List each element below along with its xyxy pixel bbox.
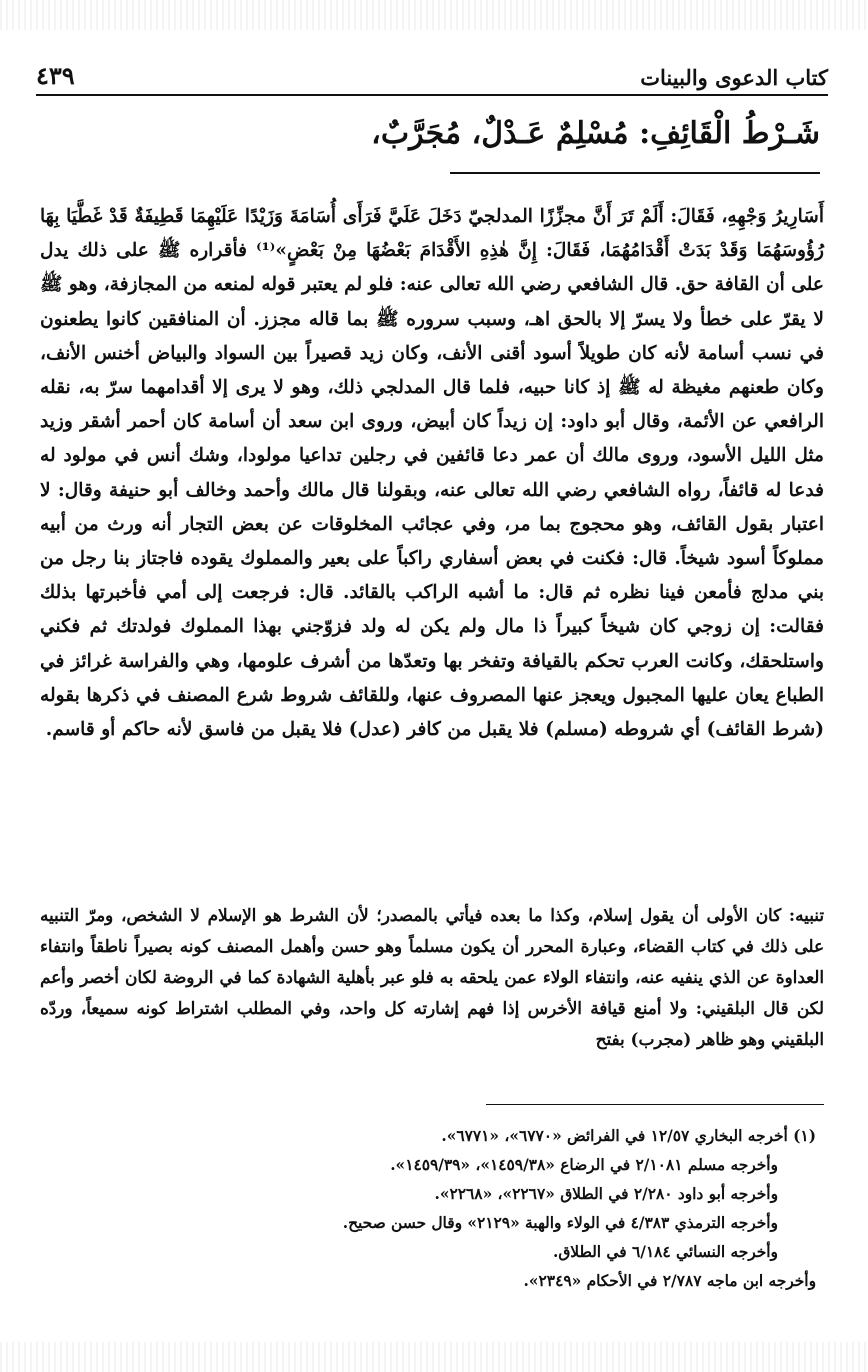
scan-noise-bottom — [0, 1342, 868, 1372]
footnote-line: (١) أخرجه البخاري ١٢/٥٧ في الفرائض «٦٧٧٠»، «٦٧٧١». — [441, 1127, 816, 1145]
matn-text: شَـرْطُ الْقَائِفِ: مُسْلِمٌ عَـدْلٌ، مُجَرَّبٌ، — [371, 116, 820, 151]
matn-divider — [450, 172, 820, 174]
footnote-line: وأخرجه الترمذي ٤/٣٨٣ في الولاء والهبة «٢١٢٩» وقال حسن صحيح. — [342, 1214, 778, 1232]
footnotes — [76, 1122, 816, 1296]
footnote-line: وأخرجه مسلم ٢/١٠٨١ في الرضاع «١٤٥٩/٣٨»، «١٤٥٩/٣٩». — [390, 1156, 778, 1174]
footnote-divider — [486, 1104, 824, 1105]
scan-noise-top — [0, 0, 868, 30]
tanbih-paragraph: تنبيه: كان الأولى أن يقول إسلام، وكذا ما بعده فيأتي بالمصدر؛ لأن الشرط هو الإسلام لا الشخص، ومرّ التنبيه على ذلك في كتاب القضاء، وعبارة المحرر أن يكون مسلماً وهو حسن وأهمل المصنف كونه بصيراً ناطقاً وانتفاء العداوة عن الذي ينفيه عنه، وانتفاء الولاء عمن يلحقه به فلو عبر بأهلية الشهادة كما في الروضة لكان أخصر وأعم لكن قال البلقيني: ولا أمنع قيافة الأخرس إذا فهم إشارته كل واحد، وفي المطلب اشتراط كونه سميعاً، وردّه البلقيني وهو ظاهر (مجرب) بفتح — [40, 905, 824, 1049]
book-title: كتاب الدعوى والبينات — [640, 65, 828, 90]
footnote-line: وأخرجه النسائي ٦/١٨٤ في الطلاق. — [552, 1243, 778, 1261]
commentary-body — [40, 200, 824, 747]
tanbih-note — [40, 900, 824, 1055]
commentary-paragraph: أَسَارِيرُ وَجْهِهِ، فَقَالَ: أَلَمْ تَرَ أَنَّ مجزِّزًا المدلجيّ دَخَلَ عَلَيَّ فَرَأَى أُسَامَةَ وَزَيْدًا عَلَيْهِمَا قَطِيفَةٌ قَدْ غَطَّيَا بِهَا رُؤُوسَهُمَا وَقَدْ بَدَتْ أَقْدَامُهُمَا، فَقَالَ: إِنَّ هٰذِهِ الأَقْدَامَ بَعْضُهَا مِنْ بَعْضٍ»⁽¹⁾ فأقراره ﷺ على ذلك يدل على أن القافة حق. قال الشافعي رضي الله تعالى عنه: فلو لم يعتبر قوله لمنعه من المجازفة، وهو ﷺ لا يقرّ على خطأ ولا يسرّ إلا بالحق اهـ، وسبب سروره ﷺ بما قاله مجزز. أن المنافقين كانوا يطعنون في نسب أسامة لأنه كان طويلاً أسود أقنى الأنف، وكان زيد قصيراً بين السواد والبياض أخنس الأنف، وكان طعنهم مغيظة له ﷺ إذ كانا حبيه، فلما قال المدلجي ذلك، وهو لا يرى إلا أقدامهما سرّ به، نقله الرافعي عن الأئمة، وقال أبو داود: إن زيداً كان أبيض، وروى ابن سعد أن أسامة كان أحمر أشقر وزيد مثل الليل الأسود، وروى مالك أن عمر دعا قائفين في رجلين تداعيا مولودا، وشك أنس في مولود له فدعا له قائفاً، رواه الشافعي رضي الله تعالى عنه، وبقولنا قال مالك وأحمد وخالف أبو حنيفة وقال: لا اعتبار بقول القائف، وهو محجوج بما مر، وفي عجائب المخلوقات عن بعض التجار أنه ورث من أبيه مملوكاً أسود شيخاً. قال: فكنت في بعض أسفاري راكباً على بعير والمملوك يقوده فاجتاز بنا رجل من بني مدلج فأمعن فينا نظره ثم قال: ما أشبه الراكب بالقائد. قال: فرجعت إلى أمي فأخبرتها بذلك فقالت: إن زوجي كان شيخاً كبيراً ذا مال ولم يكن له ولد فزوّجني بهذا المملوك فولدتك ثم فكني واستلحقك، وكانت العرب تحكم بالقيافة وتفخر بها وتعدّها من أشرف علومها، وهي والفراسة غرائز في الطباع يعان عليها المجبول ويعجز عنها المصروف عنها، وللقائف شروط شرع المصنف في ذكرها بقوله (شرط القائف) أي شروطه (مسلم) فلا يقبل من كافر (عدل) فلا يقبل من فاسق لأنه حاكم أو قاسم. — [39, 206, 824, 741]
footnote-line: وأخرجه ابن ماجه ٢/٧٨٧ في الأحكام «٢٣٤٩». — [523, 1272, 816, 1290]
page-header — [36, 50, 828, 96]
page-number: ٤٣٩ — [36, 61, 75, 90]
footnote-line: وأخرجه أبو داود ٢/٢٨٠ في الطلاق «٢٢٦٧»، «٢٢٦٨». — [434, 1185, 778, 1203]
